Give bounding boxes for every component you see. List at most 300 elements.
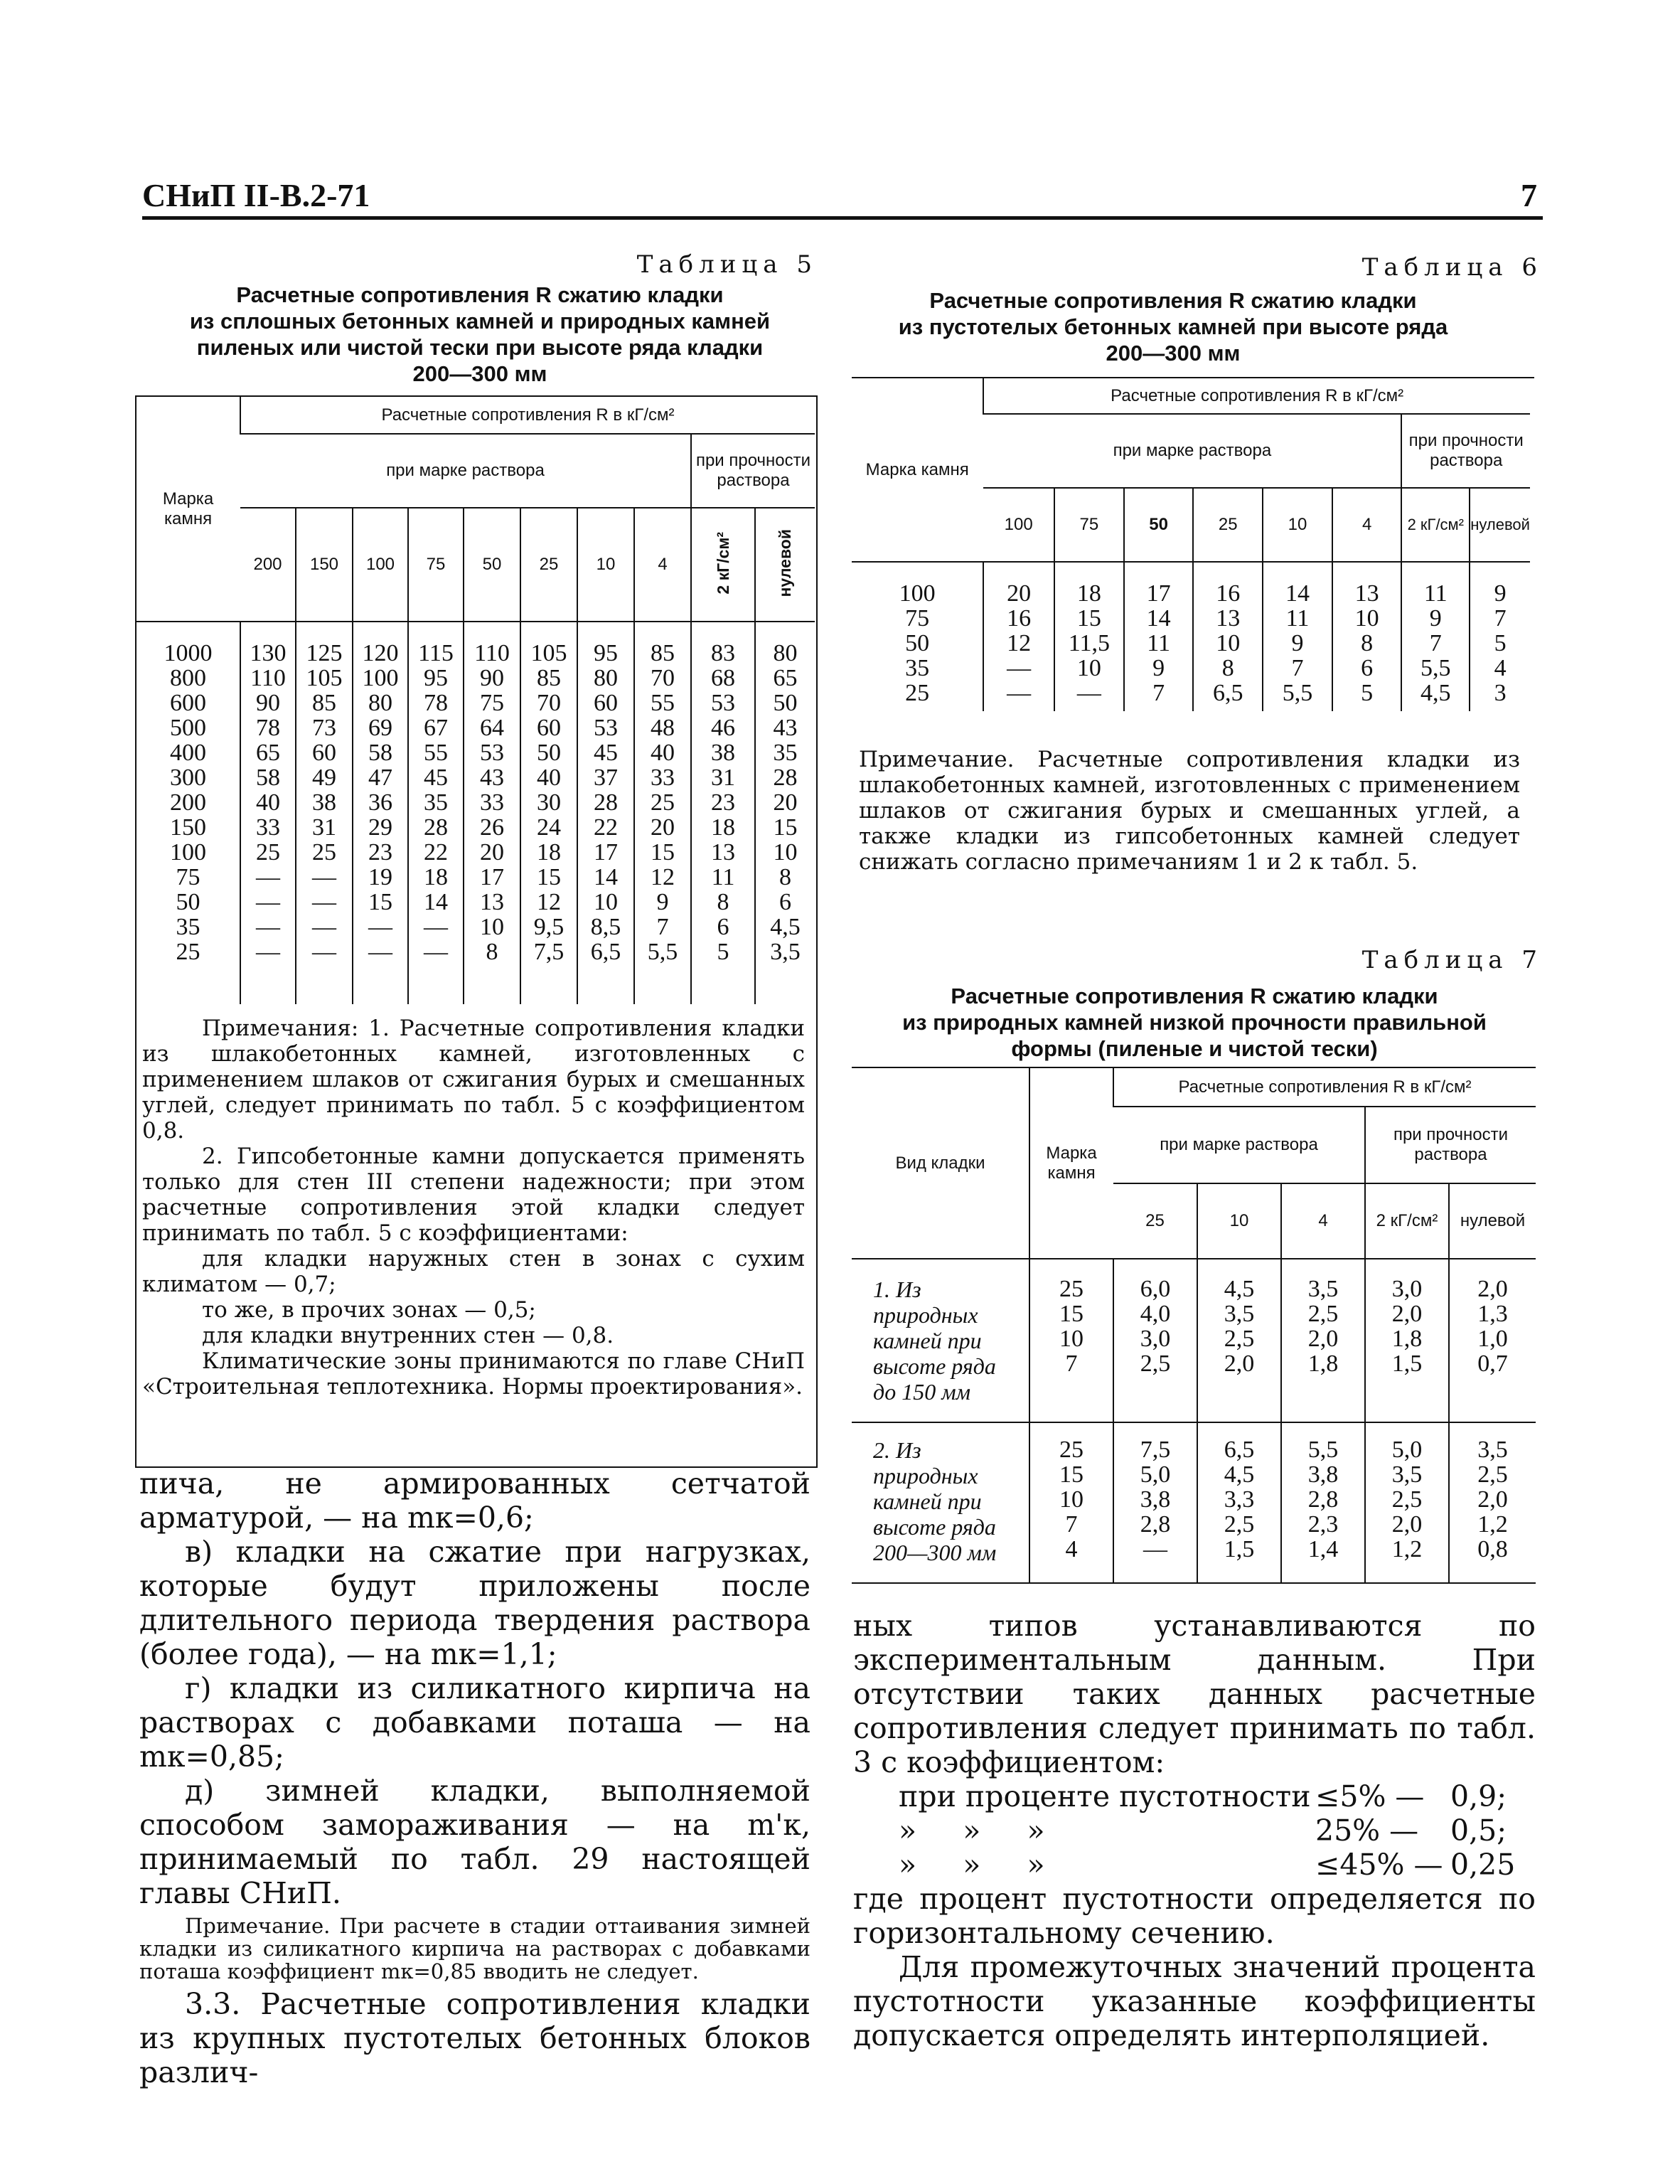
- table-cell: 35: [773, 740, 798, 766]
- table7-hdr-strength: при прочности раствора: [1365, 1107, 1536, 1183]
- table-cell: 38: [711, 740, 735, 766]
- table-cell: 110: [250, 665, 286, 691]
- table-cell: 95: [594, 640, 618, 666]
- table-cell: 500: [170, 715, 206, 741]
- table-cell: 75: [905, 605, 930, 632]
- table-cell: 5: [1494, 630, 1507, 656]
- table-cell: 15: [651, 839, 675, 865]
- table5-col-header: 25: [520, 508, 577, 622]
- table-cell: 20: [480, 839, 504, 865]
- table-cell: 7: [1152, 680, 1165, 706]
- table-cell: —: [1007, 680, 1032, 706]
- table-cell: 10: [773, 839, 798, 865]
- table7-column: [1281, 1259, 1365, 1422]
- table6-stones: [852, 562, 983, 711]
- table5-title-line: Расчетные сопротивления R сжатию кладки: [236, 282, 724, 307]
- table-cell: 12: [1007, 630, 1032, 656]
- table-cell: 53: [480, 740, 504, 766]
- table-cell: 11,5: [1068, 630, 1111, 656]
- coef-value: 0,9;: [1450, 1779, 1507, 1813]
- table-cell: 78: [256, 715, 280, 741]
- table-cell: 5,5: [1420, 655, 1451, 681]
- table-cell: 25: [176, 939, 200, 965]
- coef-row: [853, 1848, 1536, 1882]
- table7-column: [1449, 1259, 1536, 1422]
- table5-stones: [137, 622, 240, 1004]
- table-cell: 105: [530, 640, 567, 666]
- coef-value: 0,25: [1450, 1848, 1516, 1882]
- table-cell: 6,5: [1213, 680, 1243, 706]
- table5-col-header: 200: [240, 508, 296, 622]
- table-cell: —: [256, 889, 280, 915]
- table5-note: Примечания: 1. Расчетные сопротивления кладки из шлакобетонных камней, изготовленных с применением шлаков от сжигания бурых и смешанных углей, следует принимать по табл. 5 с коэффициентом 0,8.: [142, 1016, 805, 1144]
- right-paragraph: Для промежуточных значений процента пустотности указанные коэффициенты допускается определять интерполяцией.: [853, 1950, 1536, 2052]
- table-cell: 8,5: [590, 914, 621, 940]
- table-cell: 10: [1216, 630, 1241, 656]
- table-cell: 9: [656, 889, 669, 915]
- table-cell: 6: [779, 889, 791, 915]
- table7-col-header: 10: [1197, 1183, 1281, 1259]
- table7-group: [852, 1259, 1536, 1422]
- table-cell: 18: [537, 839, 561, 865]
- table-cell: 5: [717, 939, 729, 965]
- table-cell: 25: [1059, 1276, 1084, 1302]
- table-cell: 8: [717, 889, 729, 915]
- table5-note: для кладки наружных стен в зонах с сухим климатом — 0,7;: [142, 1246, 805, 1297]
- table-cell: 53: [594, 715, 618, 741]
- coef-pct: ≤5% —: [1315, 1779, 1425, 1813]
- table6-note: Примечание. Расчетные сопротивления кладки из шлакобетонных камней, изготовленных с применением шлаков от сжигания бурых и смешанных углей, а также кладки из гипсобетонных камней следует снижать согласно примечаниям 1 и 2 к табл. 5.: [859, 747, 1520, 875]
- table-cell: 4,5: [770, 914, 801, 940]
- table5-note: Климатические зоны принимаются по главе СНиП «Строительная теплотехника. Нормы проектирования».: [142, 1348, 805, 1400]
- table5-title-line: из сплошных бетонных камней и природных камней: [189, 309, 771, 334]
- table-cell: 23: [711, 789, 735, 816]
- table-cell: 31: [312, 814, 336, 841]
- coef-label: при проценте пустотности: [899, 1779, 1311, 1813]
- table6: [852, 378, 1530, 711]
- table7-title-line: Расчетные сопротивления R сжатию кладки: [951, 984, 1438, 1008]
- table-cell: 36: [368, 789, 392, 816]
- table-cell: 5,0: [1140, 1461, 1171, 1488]
- table-cell: 11: [1147, 630, 1170, 656]
- coef-pct: 25% —: [1315, 1813, 1419, 1848]
- table-cell: 7: [1429, 630, 1442, 656]
- table-cell: 19: [368, 864, 392, 890]
- table-cell: —: [256, 939, 280, 965]
- left-note: Примечание. При расчете в стадии оттаивания зимней кладки из силикатного кирпича на растворах с добавками поташа коэффициент mк=0,85 вводить не следует.: [139, 1914, 810, 1983]
- table-cell: 125: [306, 640, 343, 666]
- table6-column: [1470, 562, 1530, 711]
- table-cell: 11: [711, 864, 735, 890]
- table-cell: 13: [711, 839, 735, 865]
- table5-column: [691, 622, 755, 1004]
- coef-value: 0,5;: [1450, 1813, 1507, 1848]
- table-cell: 2,8: [1307, 1486, 1339, 1513]
- table5-notes: [142, 1016, 805, 1400]
- table5: [137, 397, 815, 1004]
- table-cell: 80: [773, 640, 798, 666]
- table-cell: 25: [1059, 1437, 1084, 1463]
- table-cell: 7: [1065, 1511, 1078, 1538]
- table6-hdr-stone: Марка камня: [852, 378, 983, 562]
- table6-column: [1401, 562, 1470, 711]
- table-cell: 300: [170, 765, 206, 791]
- table7-column: [1281, 1422, 1365, 1583]
- table6-col-header: 10: [1263, 488, 1332, 562]
- table-cell: 8: [1221, 655, 1234, 681]
- table6-column: [1193, 562, 1263, 711]
- table-cell: 35: [905, 655, 930, 681]
- table-cell: 24: [537, 814, 561, 841]
- table-cell: 33: [256, 814, 280, 841]
- table-cell: 29: [368, 814, 392, 841]
- table7-col-zero: нулевой: [1449, 1183, 1536, 1259]
- table5-col-header: 100: [353, 508, 408, 622]
- coef-label: » » »: [899, 1813, 1045, 1848]
- table-cell: 3,5: [1391, 1461, 1423, 1488]
- table7-column: [1197, 1259, 1281, 1422]
- table-cell: 2,0: [1224, 1351, 1255, 1377]
- table-cell: 80: [594, 665, 618, 691]
- table-cell: 43: [773, 715, 798, 741]
- table-cell: 53: [711, 690, 735, 716]
- table5-col-header: 150: [296, 508, 353, 622]
- table-cell: 85: [312, 690, 336, 716]
- table-cell: 2,0: [1391, 1301, 1423, 1327]
- table-cell: 22: [424, 839, 448, 865]
- table6-column: [1054, 562, 1124, 711]
- table5-col-header: 4: [634, 508, 691, 622]
- table-cell: 48: [651, 715, 675, 741]
- table-cell: 1,2: [1477, 1511, 1508, 1538]
- table-cell: 26: [480, 814, 504, 841]
- table-cell: 14: [1146, 605, 1171, 632]
- table-cell: 1,2: [1391, 1536, 1423, 1562]
- coef-row: [853, 1813, 1536, 1848]
- table7-stones: [1029, 1259, 1113, 1422]
- table-cell: 4: [1065, 1536, 1078, 1562]
- table7-column: [1365, 1259, 1449, 1422]
- table-cell: 25: [256, 839, 280, 865]
- table-cell: 45: [424, 765, 448, 791]
- table7-col-header: 4: [1281, 1183, 1365, 1259]
- table-cell: 105: [306, 665, 343, 691]
- table-cell: 17: [480, 864, 504, 890]
- doc-code: СНиП II-В.2-71: [142, 177, 370, 213]
- table-cell: 150: [170, 814, 206, 841]
- table-cell: 64: [480, 715, 504, 741]
- left-body: [139, 1466, 810, 2089]
- table-cell: 5,5: [1307, 1437, 1339, 1463]
- table-cell: 130: [250, 640, 287, 666]
- table5-column: [408, 622, 464, 1004]
- table-cell: 115: [418, 640, 454, 666]
- table5-note: 2. Гипсобетонные камни допускается применять только для стен III степени надежности; при этом расчетные сопротивления этой кладки следует принимать по табл. 5 с коэффициентами:: [142, 1144, 805, 1246]
- table-cell: 4,5: [1224, 1461, 1255, 1488]
- table-cell: 12: [537, 889, 561, 915]
- table-cell: 37: [594, 765, 618, 791]
- table-cell: 25: [651, 789, 675, 816]
- table-cell: 15: [1076, 605, 1101, 632]
- table-cell: 43: [480, 765, 504, 791]
- table5-column: [520, 622, 577, 1004]
- table-cell: 8: [779, 864, 791, 890]
- table-cell: 9,5: [533, 914, 565, 940]
- table-cell: 7: [1494, 605, 1507, 632]
- right-paragraph: ных типов устанавливаются по экспериментальным данным. При отсутствии таких данных расчетные сопротивления следует принимать по табл. 3 с коэффициентом:: [853, 1609, 1536, 1779]
- table-cell: 3,5: [1477, 1437, 1508, 1463]
- table-cell: —: [424, 914, 448, 940]
- table-cell: 7: [1291, 655, 1304, 681]
- table-cell: 8: [486, 939, 498, 965]
- table6-col-header: 50: [1124, 488, 1194, 562]
- table5-hdr-main: Расчетные сопротивления R в кГ/см²: [240, 397, 815, 434]
- table6-hdr-strength: при прочности раствора: [1401, 414, 1530, 488]
- table5-hdr-strength: при прочности раствора: [691, 434, 815, 508]
- table7-kind: 2. Из природных камней при высоте ряда 200—300 мм: [852, 1422, 1029, 1583]
- table-cell: 28: [773, 765, 798, 791]
- table-cell: 20: [1007, 580, 1032, 607]
- coef-pct: ≤45% —: [1315, 1848, 1443, 1882]
- table5-title: [142, 282, 818, 387]
- table-cell: 90: [480, 665, 504, 691]
- table-cell: 9: [1291, 630, 1304, 656]
- table-cell: 31: [711, 765, 735, 791]
- table-cell: —: [256, 914, 280, 940]
- table-cell: 50: [905, 630, 930, 656]
- table-cell: 70: [537, 690, 561, 716]
- table-cell: 18: [1076, 580, 1101, 607]
- table-cell: 2,5: [1140, 1351, 1171, 1377]
- table6-title-line: Расчетные сопротивления R сжатию кладки: [929, 288, 1417, 313]
- table-cell: 22: [594, 814, 618, 841]
- table6-column: [983, 562, 1054, 711]
- table-cell: 85: [537, 665, 561, 691]
- table-cell: 38: [312, 789, 336, 816]
- table5-col-header: 10: [577, 508, 634, 622]
- table-cell: 6,5: [1224, 1437, 1255, 1463]
- table-cell: 0,7: [1477, 1351, 1508, 1377]
- table-cell: 50: [537, 740, 561, 766]
- table-cell: 95: [424, 665, 448, 691]
- table-cell: 3,3: [1224, 1486, 1255, 1513]
- table-cell: 200: [170, 789, 206, 816]
- table-cell: 4,5: [1420, 680, 1451, 706]
- table-cell: 8: [1361, 630, 1374, 656]
- table6-col-header: 100: [983, 488, 1054, 562]
- table-cell: 10: [1076, 655, 1101, 681]
- table-cell: 7,5: [1140, 1437, 1171, 1463]
- table-cell: 11: [1423, 580, 1448, 607]
- table7-column: [1113, 1259, 1197, 1422]
- table-cell: 9: [1494, 580, 1507, 607]
- table-cell: 1,5: [1391, 1351, 1423, 1377]
- table-cell: —: [1007, 655, 1032, 681]
- table-cell: 1000: [164, 640, 213, 666]
- table-cell: 2,0: [1391, 1511, 1423, 1538]
- table-cell: —: [312, 914, 336, 940]
- table7: [852, 1068, 1536, 1584]
- table5-column: [296, 622, 353, 1004]
- table-cell: 16: [1216, 580, 1241, 607]
- table-cell: 10: [480, 914, 504, 940]
- table-cell: 4,0: [1140, 1301, 1171, 1327]
- table7-kind: 1. Из природных камней при высоте ряда до 150 мм: [852, 1259, 1029, 1422]
- table-cell: 50: [176, 889, 200, 915]
- table7-col-header: 25: [1113, 1183, 1197, 1259]
- table-cell: 55: [424, 740, 448, 766]
- table-cell: —: [312, 864, 336, 890]
- table-cell: 1,8: [1391, 1326, 1423, 1352]
- table-cell: 10: [1354, 605, 1379, 632]
- table-cell: 10: [1059, 1486, 1084, 1513]
- right-body: [853, 1609, 1536, 2052]
- table-cell: 25: [312, 839, 336, 865]
- table-cell: 75: [176, 864, 200, 890]
- coef-row: [853, 1779, 1536, 1813]
- table6-column: [1332, 562, 1402, 711]
- table-cell: 2,5: [1224, 1326, 1255, 1352]
- table5-note: для кладки внутренних стен — 0,8.: [202, 1323, 614, 1348]
- table-cell: —: [1143, 1536, 1167, 1562]
- table-cell: 12: [651, 864, 675, 890]
- table-cell: 75: [480, 690, 504, 716]
- table-cell: 68: [711, 665, 735, 691]
- table5-column: [240, 622, 296, 1004]
- table6-label: Таблица 6: [1361, 253, 1543, 282]
- table-cell: 28: [594, 789, 618, 816]
- table-cell: 1,0: [1477, 1326, 1508, 1352]
- table-cell: 7: [1065, 1351, 1078, 1377]
- table-cell: 15: [1059, 1301, 1084, 1327]
- table-cell: 3,5: [1224, 1301, 1255, 1327]
- table-cell: 13: [480, 889, 504, 915]
- table-cell: 55: [651, 690, 675, 716]
- table5-col-header: 75: [408, 508, 464, 622]
- table-cell: 90: [256, 690, 280, 716]
- table-cell: 110: [474, 640, 510, 666]
- table-cell: 3,5: [1307, 1276, 1339, 1302]
- table-cell: 15: [537, 864, 561, 890]
- table-cell: 2,3: [1307, 1511, 1339, 1538]
- table-cell: 15: [368, 889, 392, 915]
- table-cell: 2,5: [1224, 1511, 1255, 1538]
- table5-title-line: 200—300 мм: [412, 361, 547, 386]
- table7-title: [853, 983, 1536, 1062]
- table-cell: 6: [1361, 655, 1374, 681]
- table-cell: 65: [773, 665, 798, 691]
- table-cell: 67: [424, 715, 448, 741]
- table-cell: 6: [717, 914, 729, 940]
- page-header: [142, 176, 1543, 220]
- table-cell: 100: [899, 580, 936, 607]
- table-cell: 60: [537, 715, 561, 741]
- table-cell: 46: [711, 715, 735, 741]
- table6-column: [1263, 562, 1332, 711]
- table-cell: 120: [362, 640, 399, 666]
- table7-column: [1113, 1422, 1197, 1583]
- table-cell: 7: [656, 914, 669, 940]
- table5-col-2: 2 кГ/см²: [713, 531, 732, 595]
- table-cell: 47: [368, 765, 392, 791]
- table-cell: 30: [537, 789, 561, 816]
- table-cell: 400: [170, 740, 206, 766]
- table7-group: [852, 1422, 1536, 1583]
- table-cell: 100: [170, 839, 206, 865]
- table6-col-header: 25: [1193, 488, 1263, 562]
- table-cell: 35: [176, 914, 200, 940]
- table-cell: 2,8: [1140, 1511, 1171, 1538]
- table7-column: [1449, 1422, 1536, 1583]
- table7-hdr-kind: Вид кладки: [852, 1068, 1029, 1259]
- table-cell: 7,5: [533, 939, 565, 965]
- table-cell: 100: [362, 665, 399, 691]
- left-paragraph: д) зимней кладки, выполняемой способом замораживания — на m'к, принимаемый по табл. 29 настоящей главы СНиП.: [139, 1774, 810, 1910]
- table-cell: 1,5: [1224, 1536, 1255, 1562]
- table5-note: то же, в прочих зонах — 0,5;: [202, 1297, 536, 1323]
- table-cell: 60: [312, 740, 336, 766]
- coef-label: » » »: [899, 1848, 1045, 1882]
- table-cell: 1,8: [1307, 1351, 1339, 1377]
- table-cell: 45: [594, 740, 618, 766]
- table5-body: [137, 622, 815, 1004]
- table-cell: 2,0: [1477, 1486, 1508, 1513]
- table-cell: 40: [537, 765, 561, 791]
- table-cell: 5: [1361, 680, 1374, 706]
- table5-col-zero: нулевой: [776, 528, 794, 597]
- table5-hdr-grade: при марке раствора: [240, 434, 691, 508]
- table-cell: 40: [256, 789, 280, 816]
- table-cell: 6,0: [1140, 1276, 1171, 1302]
- table-cell: 3: [1494, 680, 1507, 706]
- table-cell: 20: [773, 789, 798, 816]
- table-cell: 16: [1007, 605, 1032, 632]
- table7-hdr-main: Расчетные сопротивления R в кГ/см²: [1113, 1068, 1536, 1107]
- table-cell: 10: [1059, 1326, 1084, 1352]
- table-cell: —: [256, 864, 280, 890]
- table7-stones: [1029, 1422, 1113, 1583]
- table-cell: 5,5: [647, 939, 678, 965]
- table-cell: 2,5: [1391, 1486, 1423, 1513]
- table6-title: [853, 287, 1493, 366]
- table-cell: 28: [424, 814, 448, 841]
- table5-column: [577, 622, 634, 1004]
- table-cell: 49: [312, 765, 336, 791]
- left-paragraph: г) кладки из силикатного кирпича на растворах с добавками поташа — на mк=0,85;: [139, 1671, 810, 1774]
- table-cell: 9: [1429, 605, 1442, 632]
- table7-hdr-stone: Марка камня: [1029, 1068, 1113, 1259]
- table-cell: 69: [368, 715, 392, 741]
- table-cell: 1,4: [1307, 1536, 1339, 1562]
- table-cell: 600: [170, 690, 206, 716]
- table7-column: [1197, 1422, 1281, 1583]
- table-cell: 18: [424, 864, 448, 890]
- table-cell: 78: [424, 690, 448, 716]
- table5-column: [634, 622, 691, 1004]
- table-cell: 13: [1354, 580, 1379, 607]
- table-cell: 3,8: [1307, 1461, 1339, 1488]
- table5-column: [353, 622, 408, 1004]
- table-cell: 60: [594, 690, 618, 716]
- table-cell: 0,8: [1477, 1536, 1508, 1562]
- table6-title-line: из пустотелых бетонных камней при высоте ряда: [898, 314, 1448, 339]
- table-cell: 5,5: [1282, 680, 1313, 706]
- table5-col-header: 50: [464, 508, 520, 622]
- table-cell: 73: [312, 715, 336, 741]
- table-cell: 58: [368, 740, 392, 766]
- table5-title-line: пиленых или чистой тески при высоте ряда кладки: [196, 335, 764, 360]
- table-cell: 13: [1216, 605, 1241, 632]
